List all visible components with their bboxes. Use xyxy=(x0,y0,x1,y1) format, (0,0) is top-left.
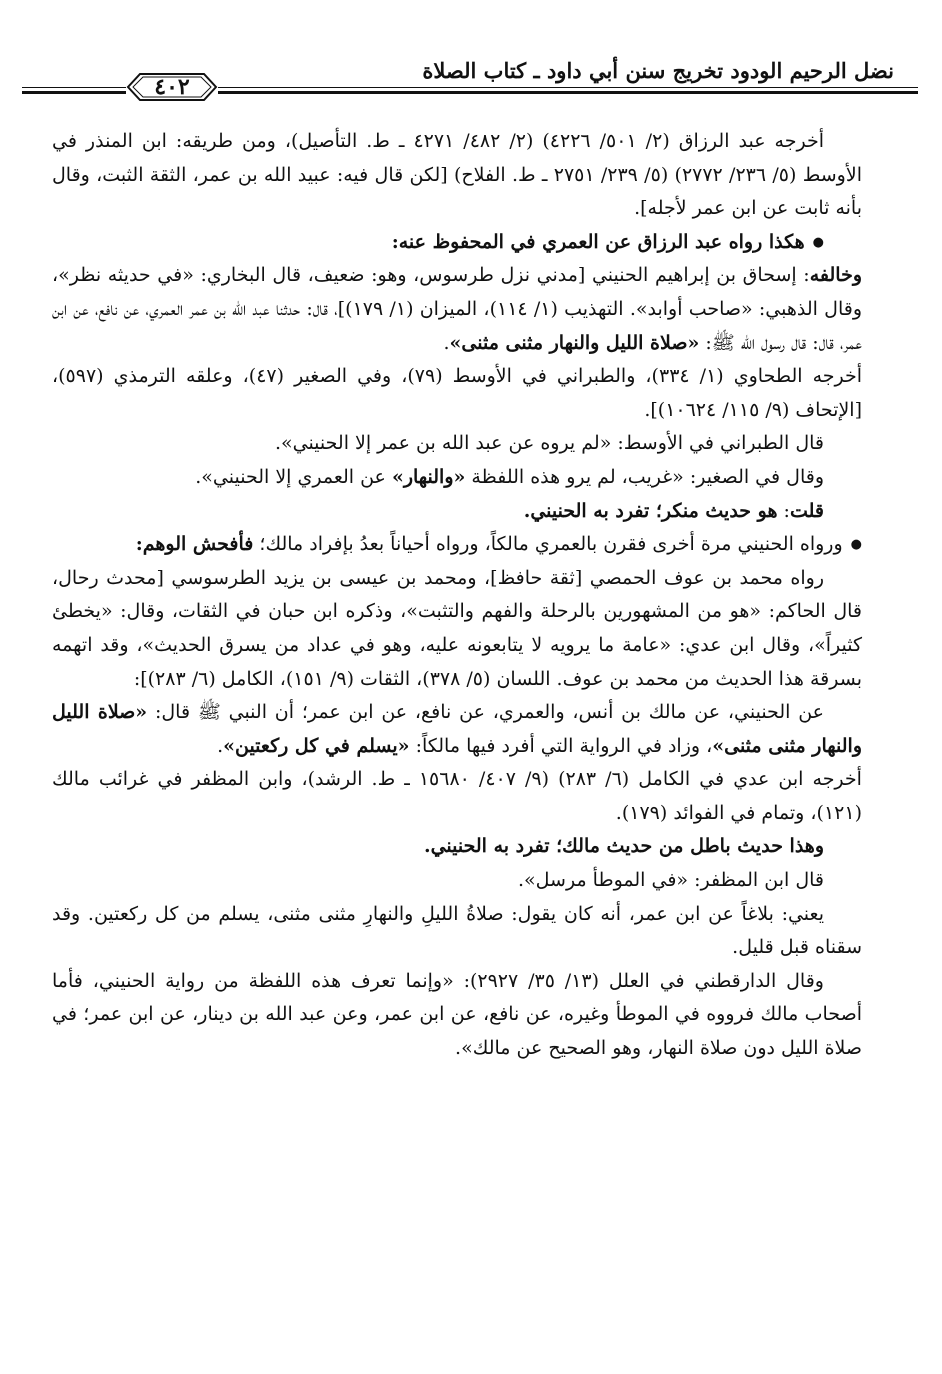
paragraph xyxy=(52,864,862,898)
paragraph xyxy=(52,528,862,562)
bold-text-run: قلت xyxy=(789,499,824,522)
paragraph xyxy=(52,495,862,529)
paragraph xyxy=(52,461,862,495)
paragraph xyxy=(52,763,862,830)
paragraph xyxy=(52,562,862,696)
header-rule-thin xyxy=(218,87,918,88)
text-run: . xyxy=(443,331,450,354)
text-run: ورواه الحنيني مرة أخرى فقرن بالعمري مالكاً، ورواه أحياناً بعدُ بإفراد مالك؛ xyxy=(253,533,843,556)
text-run: وقال في الصغير: «غريب، لم يرو هذه اللفظة xyxy=(465,465,824,488)
text-run: عن العمري إلا الحنيني». xyxy=(195,465,392,488)
text-run: رواه محمد بن عوف الحمصي [ثقة حافظ]، ومحمد بن عيسى بن يزيد الطرسوسي [محدث رحال، قال الحاكم: «هو من المشهورين بالرحلة والفهم والتثبت»، وذكره ابن حبان في الثقات، وقال: «يخطئ كثيراً»، وقال ابن عدي: «عامة ما يرويه لا يتابعونه عليه، وهو في عداد من يسرق الحديث»، وقد اتهمه بسرقة هذا الحديث من محمد بن عوف. اللسان (٥/ ٣٧٨)، الثقات (٩/ ١٥١)، الكامل (٦/ ٢٨٣)]: xyxy=(52,566,862,690)
text-run: : إسحاق بن إبراهيم الحنيني [مدني نزل طرسوس، وهو: ضعيف، قال البخاري: «في حديثه نظر»، وقال الذهبي: «صاحب أوابد». التهذيب (١/ ١١٤)، الميزان (١/ ١٧٩)]، قال: حدثنا عبد الله بن عمر العمري، عن نافع، عن ابن عمر، قال: قال رسول الله ﷺ: xyxy=(52,264,862,354)
header-title: نضل الرحيم الودود تخريج سنن أبي داود ـ كتاب الصلاة xyxy=(422,58,894,83)
bold-text-run: «صلاة الليل والنهار مثنى مثنى» xyxy=(52,701,862,757)
running-header xyxy=(22,50,918,102)
paragraph xyxy=(52,259,862,360)
text-run: قال الطبراني في الأوسط: «لم يروه عن عبد الله بن عمر إلا الحنيني». xyxy=(274,432,824,455)
paragraph xyxy=(52,226,862,260)
text-run: ، وزاد في الرواية التي أفرد فيها مالكاً: xyxy=(409,734,713,757)
text-run: : xyxy=(777,499,790,522)
paragraph xyxy=(52,696,862,763)
header-rule-thick-left xyxy=(22,91,126,94)
bold-text-run: هو حديث منكر؛ تفرد به الحنيني. xyxy=(523,499,778,522)
bold-text-run: فأفحش الوهم: xyxy=(135,533,254,556)
text-run: . xyxy=(217,734,224,757)
bold-text-run: وهذا حديث باطل من حديث مالك؛ تفرد به الحنيني. xyxy=(423,835,824,858)
paragraph xyxy=(52,427,862,461)
bold-text-run: «يسلم في كل ركعتين» xyxy=(223,734,410,757)
bold-text-run: هكذا رواه عبد الرزاق عن العمري في المحفوظ عنه: xyxy=(391,230,805,253)
text-run: قال ابن المظفر: «في الموطأ مرسل». xyxy=(518,869,824,892)
bold-text-run: «والنهار» xyxy=(391,465,466,488)
paragraph xyxy=(52,898,862,965)
text-run: أخرجه الطحاوي (١/ ٣٣٤)، والطبراني في الأوسط (٧٩)، وفي الصغير (٤٧)، وعلقه الترمذي (٥٩٧)، [الإتحاف (٩/ ١١٥/ ١٠٦٢٤)]. xyxy=(52,365,863,421)
bold-text-run: «صلاة الليل والنهار مثنى مثنى» xyxy=(449,331,700,354)
page-body xyxy=(52,125,862,1350)
text-run: أخرجه عبد الرزاق (٢/ ٥٠١/ ٤٢٢٦) (٢/ ٤٨٢/ ٤٢٧١ ـ ط. التأصيل)، ومن طريقه: ابن المنذر في الأوسط (٥/ ٢٣٦/ ٢٧٧٢) (٥/ ٢٣٩/ ٢٧٥١ ـ ط. الفلاح) [لكن قال فيه: عبيد الله بن عمر، الثقة الثبت، وقال بأنه ثابت عن ابن عمر لأجله]. xyxy=(52,130,862,220)
text-run: يعني: بلاغاً عن ابن عمر، أنه كان يقول: صلاةُ الليلِ والنهارِ مثنى مثنى، يسلم من كل ركعتين. وقد سقناه قبل قليل. xyxy=(52,902,862,959)
paragraph xyxy=(52,360,862,427)
page-number-badge xyxy=(126,72,218,102)
paragraph xyxy=(52,830,862,864)
header-rule-thin-left xyxy=(22,87,126,88)
paragraph xyxy=(52,125,862,226)
page-number: ٤٠٢ xyxy=(154,74,190,100)
text-run: عن الحنيني، عن مالك بن أنس، والعمري، عن نافع، عن ابن عمر؛ أن النبي ﷺ قال: xyxy=(147,701,824,724)
bold-text-run: وخالفه xyxy=(809,264,862,287)
text-run: وقال الدارقطني في العلل (١٣/ ٣٥/ ٢٩٢٧): «وإنما تعرف هذه اللفظة من رواية الحنيني، فأما أصحاب مالك فرووه في الموطأ وغيره، عن نافع، عن ابن عمر، وعن عبد الله بن دينار، عن ابن عمر؛ في صلاة الليل دون صلاة النهار، وهو الصحيح عن مالك». xyxy=(52,969,862,1060)
text-run: أخرجه ابن عدي في الكامل (٦/ ٢٨٣) (٩/ ٤٠٧/ ١٥٦٨٠ ـ ط. الرشد)، وابن المظفر في غرائب مالك (١٢١)، وتمام في الفوائد (١٧٩). xyxy=(52,768,862,824)
paragraph xyxy=(52,965,862,1066)
header-rule-thick xyxy=(218,91,918,94)
